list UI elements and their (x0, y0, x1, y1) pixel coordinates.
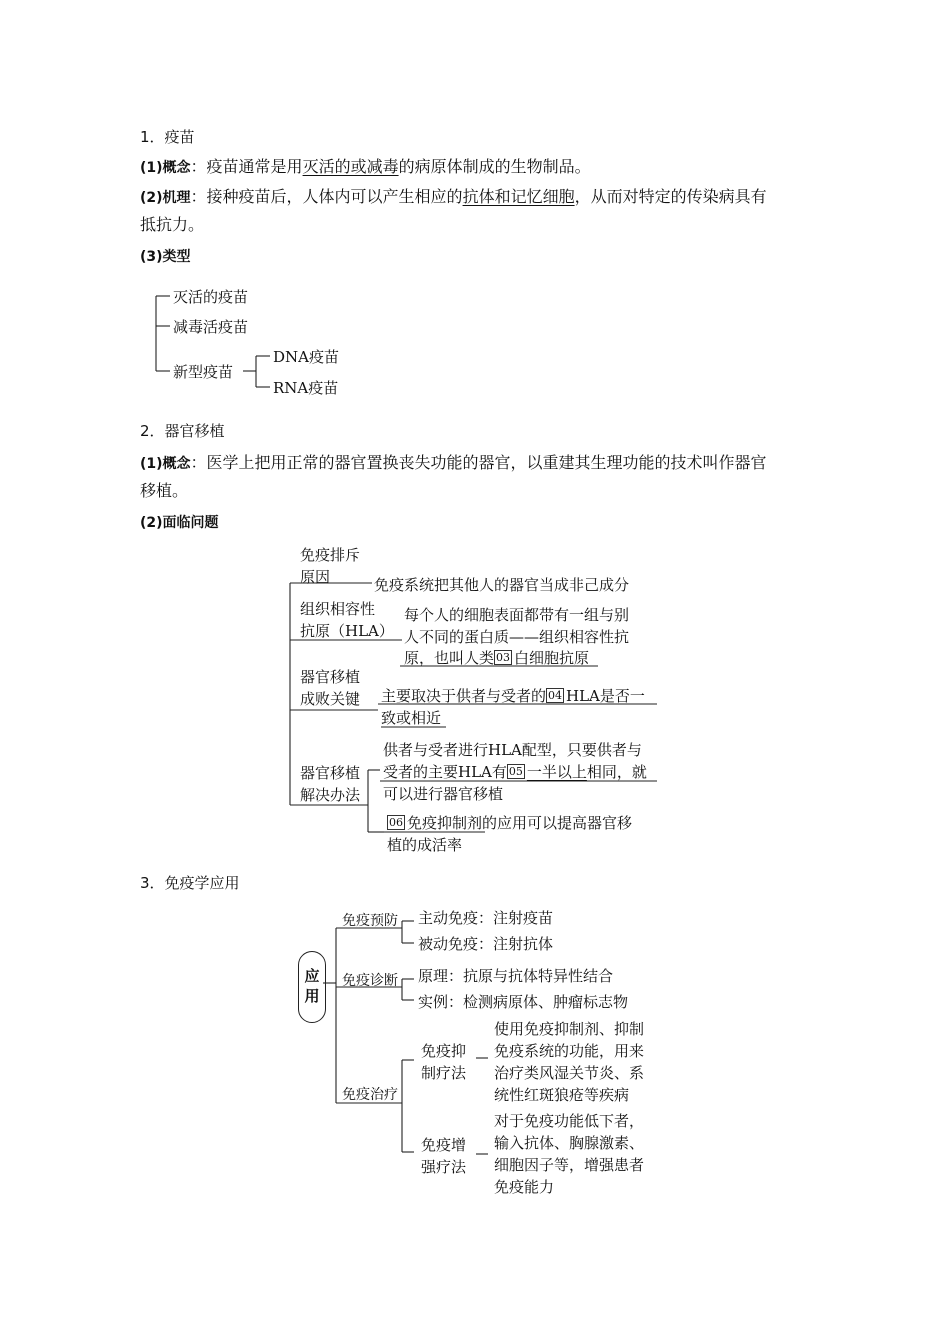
section-2-title: 2．器官移植 (140, 422, 225, 440)
text: 原，也叫人类 (404, 649, 495, 667)
answer-underline: 灭活的或减毒 (302, 157, 399, 176)
type-novel: 新型疫苗 (173, 363, 234, 381)
solution-value-5: 植的成活率 (387, 836, 463, 854)
text: 的病原体制成的生物制品。 (398, 157, 591, 176)
problems-label: (2)面临问题 (140, 515, 219, 531)
solution-value-1: 供者与受者进行HLA配型，只要供者与 (383, 741, 642, 759)
suppression-therapy-2: 制疗法 (421, 1064, 467, 1082)
solution-key-1: 器官移植 (300, 764, 361, 782)
blank-number: 04 (548, 689, 563, 702)
text: 主要取决于供者与受者的 (381, 687, 547, 705)
suppression-desc-4: 统性红斑狼疮等疾病 (494, 1086, 630, 1104)
enhancement-therapy-2: 强疗法 (421, 1158, 467, 1176)
suppression-desc-3: 治疗类风湿关节炎、系 (494, 1064, 645, 1082)
rejection-key-1: 免疫排斥 (300, 546, 361, 564)
blank-number: 06 (389, 816, 403, 829)
concept-label: (1)概念 (140, 160, 191, 176)
transplant-concept-cont: 移植。 (140, 481, 189, 500)
enhancement-desc-1: 对于免疫功能低下者， (494, 1112, 645, 1130)
type-dna: DNA疫苗 (273, 348, 339, 366)
enhancement-desc-4: 免疫能力 (494, 1178, 555, 1196)
type-attenuated: 减毒活疫苗 (173, 318, 249, 336)
hla-key-1: 组织相容性 (300, 600, 376, 618)
answer: 白细胞抗原 (514, 649, 590, 667)
type-inactivated: 灭活的疫苗 (173, 288, 249, 306)
types-label: (3)类型 (140, 249, 191, 265)
mechanism-label: (2)机理 (140, 190, 191, 206)
suppression-desc-2: 免疫系统的功能，用来 (494, 1042, 645, 1060)
root-char-1: 应 (304, 967, 320, 985)
text: ：接种疫苗后，人体内可以产生相应的 (190, 187, 463, 206)
root-char-2: 用 (304, 987, 320, 1005)
hla-value-2: 人不同的蛋白质——组织相容性抗 (404, 628, 630, 646)
passive-immunity: 被动免疫：注射抗体 (418, 935, 554, 953)
branch-diagnosis: 免疫诊断 (342, 973, 398, 989)
answer: 免疫抑制剂 (407, 814, 483, 832)
text: 相同，就 (586, 763, 647, 781)
blank-number: 05 (508, 765, 523, 778)
solution-value-2 (383, 761, 647, 783)
enhancement-desc-3: 细胞因子等，增强患者 (494, 1156, 645, 1174)
diagnosis-principle: 原理：抗原与抗体特异性结合 (418, 967, 614, 985)
branch-therapy: 免疫治疗 (342, 1087, 398, 1103)
active-immunity: 主动免疫：注射疫苗 (418, 909, 554, 927)
rejection-value: 免疫系统把其他人的器官当成非己成分 (374, 576, 630, 594)
key-success-2: 成败关键 (300, 690, 361, 708)
blank-number: 03 (496, 651, 511, 664)
section-3-title: 3．免疫学应用 (140, 874, 240, 892)
text: ：医学上把用正常的器官置换丧失功能的器官，以重建其生理功能的技术叫作器官 (190, 453, 767, 472)
hla-value-1: 每个人的细胞表面都带有一组与别 (404, 606, 630, 624)
hla-key-2: 抗原（HLA） (300, 622, 394, 640)
application-oval (298, 951, 326, 1023)
text: ：疫苗通常是用 (190, 157, 303, 176)
type-rna: RNA疫苗 (273, 379, 339, 397)
rejection-key-2: 原因 (300, 568, 331, 586)
vaccine-mechanism-cont: 抵抗力。 (140, 215, 205, 234)
answer: HLA是否一 (566, 687, 645, 705)
enhancement-desc-2: 输入抗体、胸腺激素、 (494, 1134, 645, 1152)
solution-value-4 (387, 812, 632, 834)
concept-label: (1)概念 (140, 456, 191, 472)
key-success-1: 器官移植 (300, 668, 361, 686)
solution-value-3: 可以进行器官移植 (383, 785, 504, 803)
suppression-therapy-1: 免疫抑 (421, 1042, 467, 1060)
answer: 一半以上 (526, 763, 587, 781)
answer-underline: 抗体和记忆细胞 (462, 187, 575, 206)
text: 的应用可以提高器官移 (482, 814, 633, 832)
suppression-desc-1: 使用免疫抑制剂、抑制 (494, 1020, 645, 1038)
text: 受者的主要HLA有 (383, 763, 507, 781)
branch-prevention: 免疫预防 (342, 913, 398, 929)
enhancement-therapy-1: 免疫增 (421, 1136, 467, 1154)
success-value-2: 致或相近 (381, 709, 442, 727)
section-1-title: 1．疫苗 (140, 128, 195, 146)
solution-key-2: 解决办法 (300, 786, 361, 804)
diagnosis-example: 实例：检测病原体、肿瘤标志物 (418, 993, 629, 1011)
text: ，从而对特定的传染病具有 (574, 187, 767, 206)
